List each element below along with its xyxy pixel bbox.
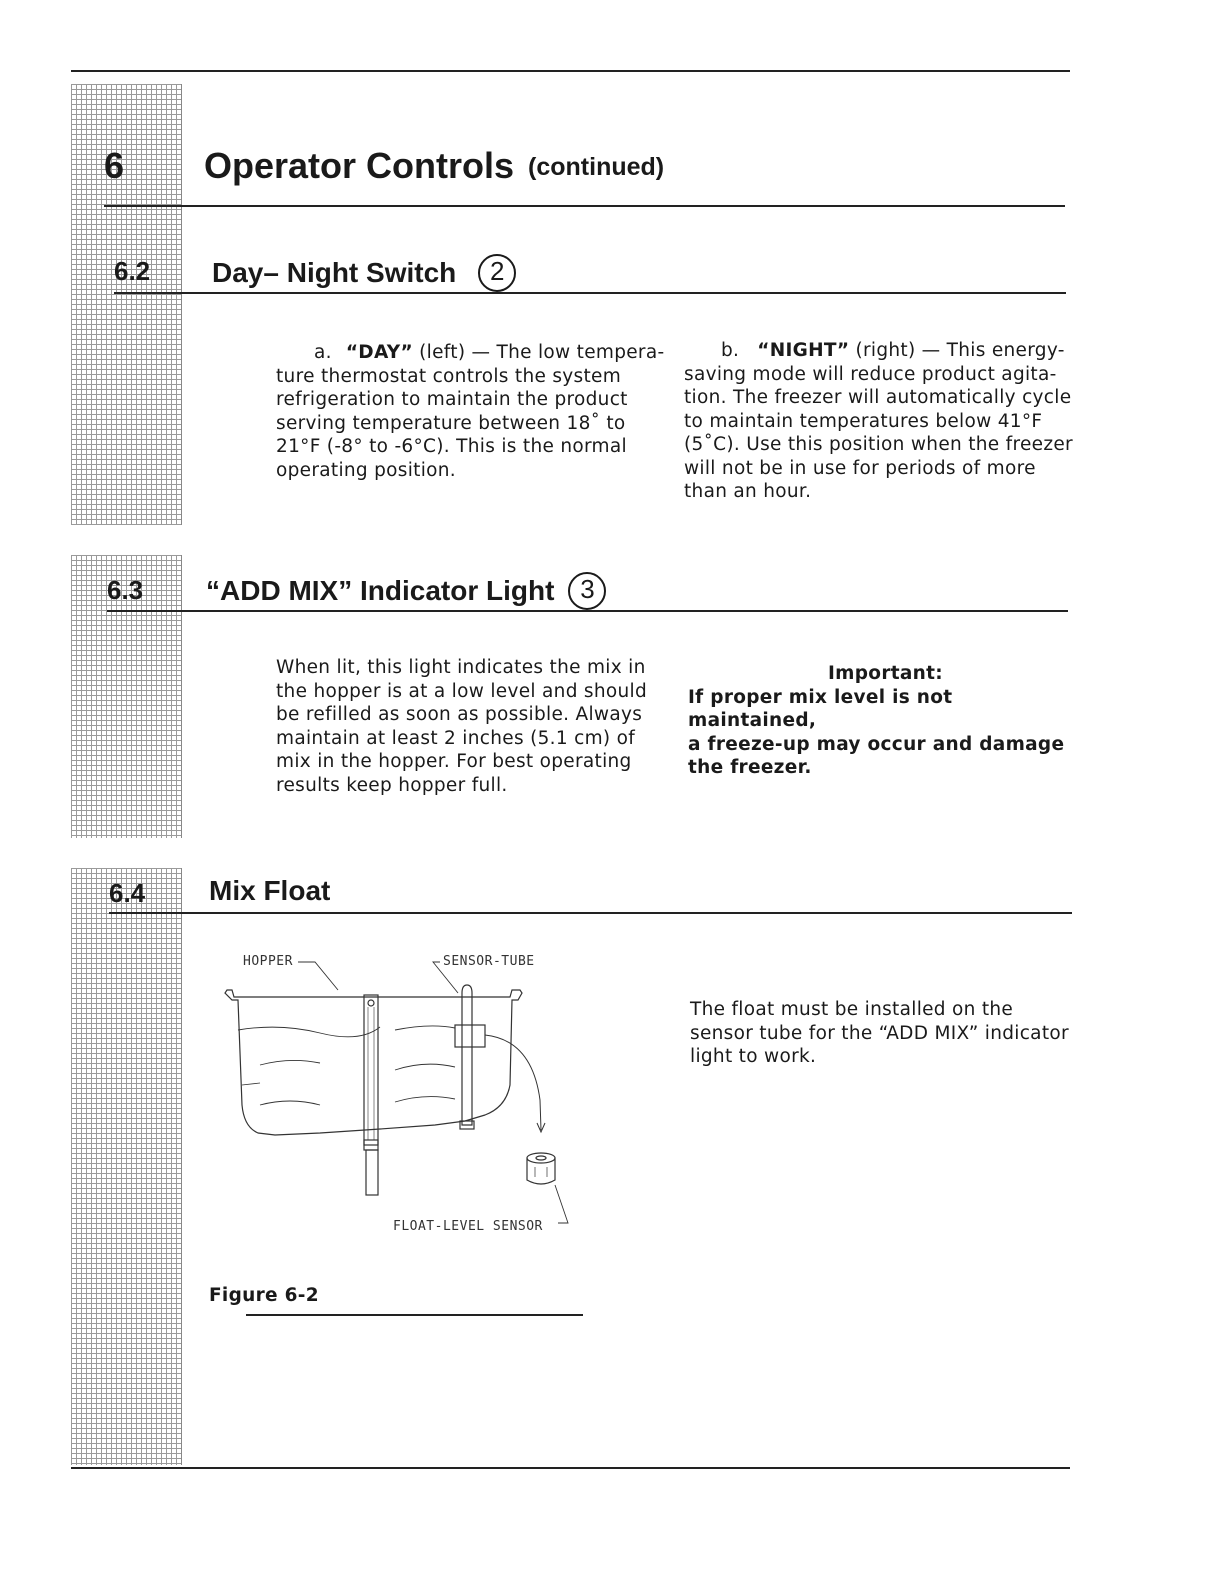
section-6-4-rule: [109, 912, 1072, 914]
day-line-1: [276, 341, 671, 365]
add-mix-line-1: When lit, this light indicates the mix in: [276, 657, 646, 678]
night-line-3: tion. The freezer will automatically cycle: [684, 387, 1072, 408]
float-description: [690, 998, 1080, 1069]
center-rod: [364, 995, 378, 1145]
day-prefix: a.: [314, 342, 332, 363]
night-line-7: than an hour.: [684, 481, 812, 502]
float-line-2: sensor tube for the “ADD MIX” indicator: [690, 1022, 1069, 1044]
section-6-2-title: [212, 254, 516, 292]
section-6-3-rule: [107, 610, 1068, 612]
chapter-continued: (continued): [528, 153, 665, 181]
add-mix-description: [276, 656, 676, 797]
important-line-3: the freezer.: [688, 757, 812, 778]
important-note: [688, 662, 1078, 780]
section-6-4-number: 6.4: [109, 878, 146, 908]
important-line-2: a freeze-up may occur and damage: [688, 733, 1065, 755]
section-6-2-title-text: Day– Night Switch: [212, 257, 457, 288]
night-line-6: will not be in use for periods of more: [684, 457, 1036, 479]
chapter-rule: [104, 205, 1065, 207]
label-hopper: HOPPER: [243, 954, 293, 969]
important-line-1: If proper mix level is not maintained,: [688, 686, 953, 731]
callout-badge-3: 3: [568, 572, 606, 610]
chapter-title: [204, 145, 664, 187]
add-mix-line-4: maintain at least 2 inches (5.1 cm) of: [276, 727, 636, 749]
section-6-2-number: 6.2: [114, 256, 151, 286]
section-6-3-title-text: “ADD MIX” Indicator Light: [206, 575, 555, 606]
float-line-3: light to work.: [690, 1046, 817, 1067]
night-prefix: b.: [721, 340, 740, 361]
night-line-1: [684, 339, 1079, 363]
add-mix-line-3: be refilled as soon as possible. Always: [276, 704, 643, 725]
top-rule: [71, 70, 1070, 72]
section-6-4-title: Mix Float: [209, 875, 331, 906]
margin-grid-3: [71, 868, 182, 1465]
margin-grid-1: [71, 84, 182, 525]
important-heading: Important:: [828, 663, 943, 684]
add-mix-line-5: mix in the hopper. For best operating: [276, 751, 632, 772]
night-line-2: saving mode will reduce product agita-: [684, 363, 1057, 385]
bottom-rule: [71, 1467, 1070, 1469]
day-line-5: 21°F (-8° to -6°C). This is the normal: [276, 436, 627, 457]
section-6-2-rule: [114, 292, 1066, 294]
section-6-3-title: [206, 572, 606, 610]
float-level-sensor-icon: [527, 1153, 555, 1184]
day-line-1-text: (left) — The low tempera-: [412, 342, 665, 363]
mix-float-diagram: [220, 945, 590, 1245]
night-line-1-text: (right) — This energy-: [849, 340, 1065, 361]
day-line-6: operating position.: [276, 459, 456, 481]
chapter-number: 6: [104, 145, 125, 186]
add-mix-line-2: the hopper is at a low level and should: [276, 680, 648, 702]
float-line-1: The float must be installed on the: [690, 999, 1014, 1020]
callout-badge-2: 2: [478, 254, 516, 292]
section-6-3-number: 6.3: [107, 575, 144, 605]
sensor-tube: [462, 985, 472, 1125]
figure-caption-rule: [246, 1314, 583, 1316]
float-on-tube: [455, 1025, 485, 1047]
night-description: [684, 339, 1079, 504]
day-term: “DAY”: [345, 342, 413, 363]
day-line-2: ture thermostat controls the system: [276, 365, 622, 387]
figure-caption: Figure 6-2: [209, 1285, 319, 1306]
add-mix-line-6: results keep hopper full.: [276, 774, 508, 796]
day-line-3: refrigeration to maintain the product: [276, 389, 628, 410]
night-line-5: (5˚C). Use this position when the freezer: [684, 434, 1073, 455]
day-description: [276, 341, 671, 482]
label-sensor-tube: SENSOR-TUBE: [443, 954, 535, 969]
day-line-4: serving temperature between 18˚ to: [276, 412, 626, 434]
night-term: “NIGHT”: [757, 340, 850, 361]
night-line-4: to maintain temperatures below 41°F: [684, 410, 1043, 432]
label-float-level-sensor: FLOAT-LEVEL SENSOR: [393, 1219, 543, 1234]
chapter-title-text: Operator Controls: [204, 145, 515, 186]
